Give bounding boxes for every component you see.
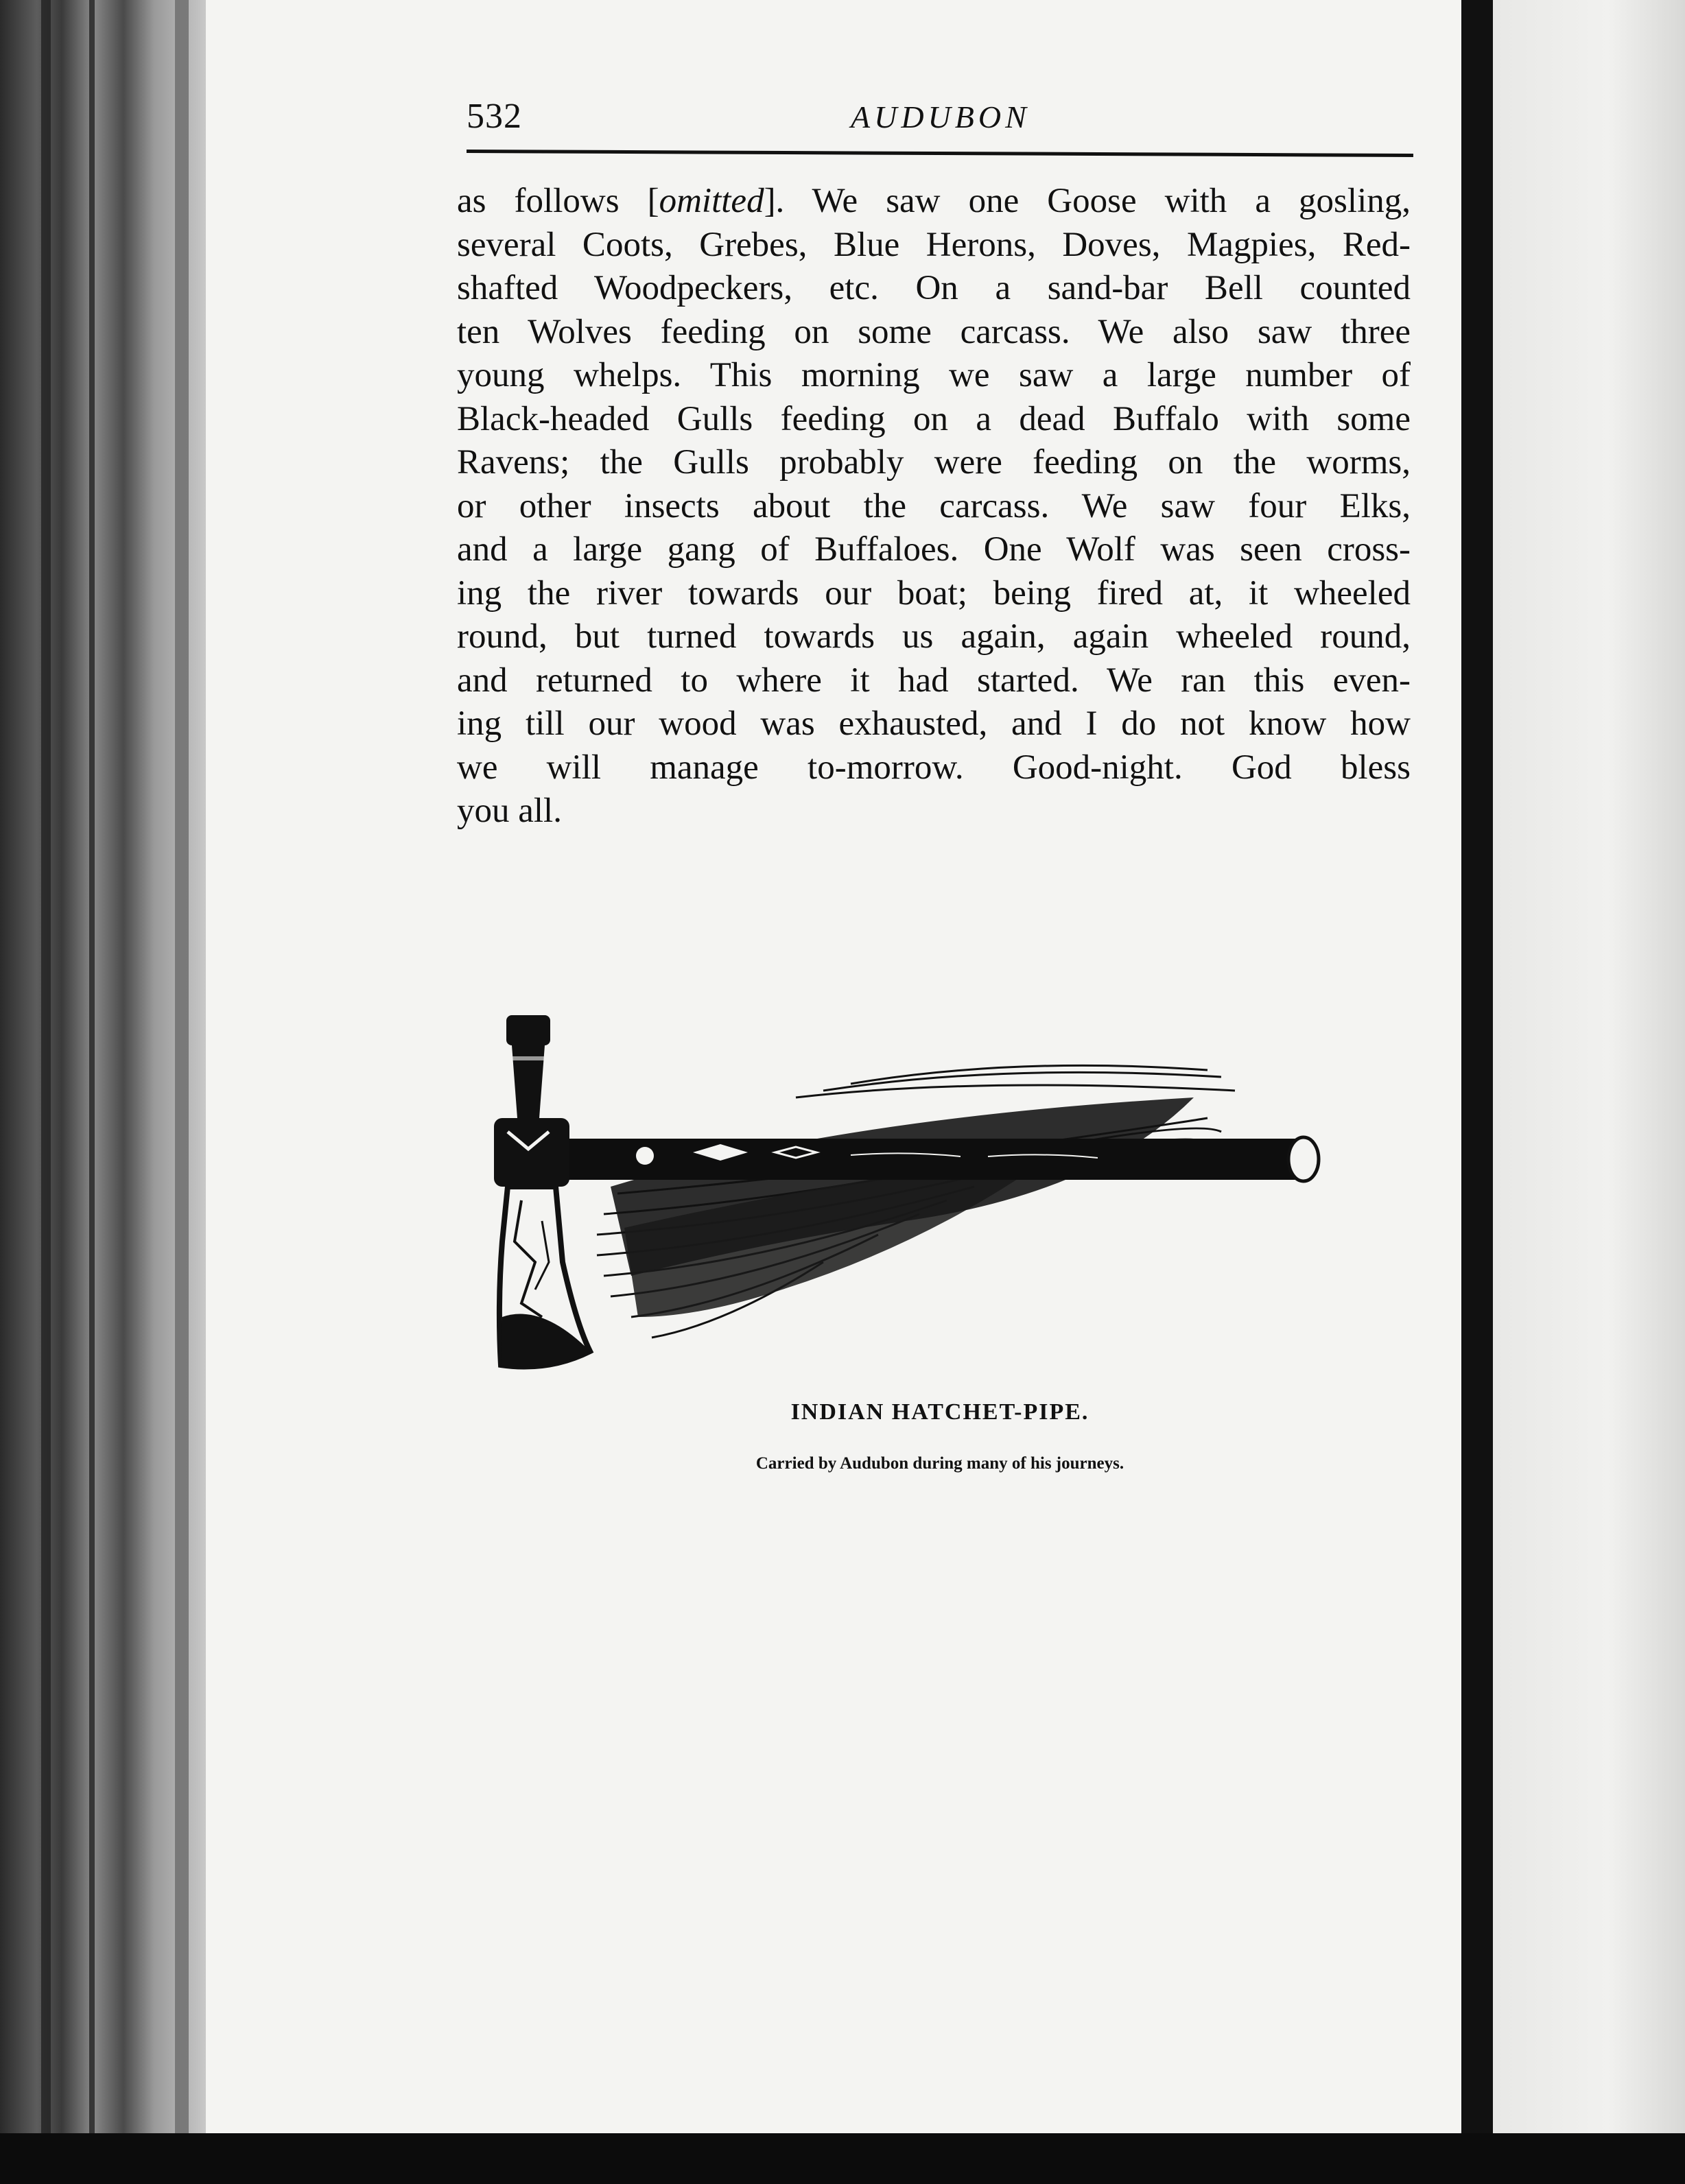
text-line: several Coots, Grebes, Blue Herons, Doves, Magpies, Red- [457, 225, 1411, 264]
hatchet-pipe-illustration [494, 1015, 1358, 1399]
figure-caption-title: INDIAN HATCHET-PIPE. [790, 1399, 1089, 1425]
text-line: Ravens; the Gulls probably were feeding on the worms, [457, 443, 1411, 482]
omitted-italic: omitted [659, 182, 764, 220]
pipe-bowl-rim [506, 1015, 550, 1045]
figure-caption-subtitle: Carried by Audubon during many of his journeys. [755, 1454, 1124, 1473]
text-line: ing till our wood was exhausted, and I do not know how [457, 704, 1411, 743]
body-paragraph [457, 180, 1411, 833]
text-line: and returned to where it had started. We ran this even- [457, 661, 1411, 700]
running-head: AUDUBON [851, 99, 1030, 134]
scan-bottom-edge [0, 2133, 1685, 2184]
binding-stripe [89, 0, 95, 2184]
adjacent-page [1493, 0, 1685, 2184]
hatchet-head-block [494, 1118, 569, 1187]
text-line: you all. [457, 792, 562, 830]
book-binding [0, 0, 206, 2184]
text-line: shafted Woodpeckers, etc. On a sand-bar Bell counted [457, 269, 1411, 307]
page-edge-shadow [1461, 0, 1493, 2184]
page-number: 532 [467, 97, 522, 136]
page-header [467, 96, 1413, 158]
text-line: ten Wolves feeding on some carcass. We also saw three [457, 312, 1411, 351]
text-line: we will manage to-morrow. Good-night. God bless [457, 748, 1411, 787]
handle-inlay-dot [636, 1147, 654, 1165]
text-line: and a large gang of Buffaloes. One Wolf was seen cross- [457, 530, 1411, 569]
text-line: Black-headed Gulls feeding on a dead Buffalo with some [457, 399, 1411, 438]
binding-stripe [175, 0, 189, 2184]
text-line: round, but turned towards us again, again wheeled round, [457, 617, 1411, 656]
hatchet-handle [563, 1139, 1304, 1180]
text-line: ing the river towards our boat; being fired at, it wheeled [457, 573, 1411, 613]
text-line: young whelps. This morning we saw a large number of [457, 356, 1411, 394]
pipe-bowl-band [509, 1056, 547, 1060]
pipe-bowl [512, 1045, 545, 1118]
text-line: as follows [omitted]. We saw one Goose with a gosling, [457, 182, 1411, 220]
binding-stripe [41, 0, 51, 2184]
handle-end-cap [1288, 1137, 1319, 1181]
text-line: or other insects about the carcass. We saw four Elks, [457, 486, 1411, 525]
